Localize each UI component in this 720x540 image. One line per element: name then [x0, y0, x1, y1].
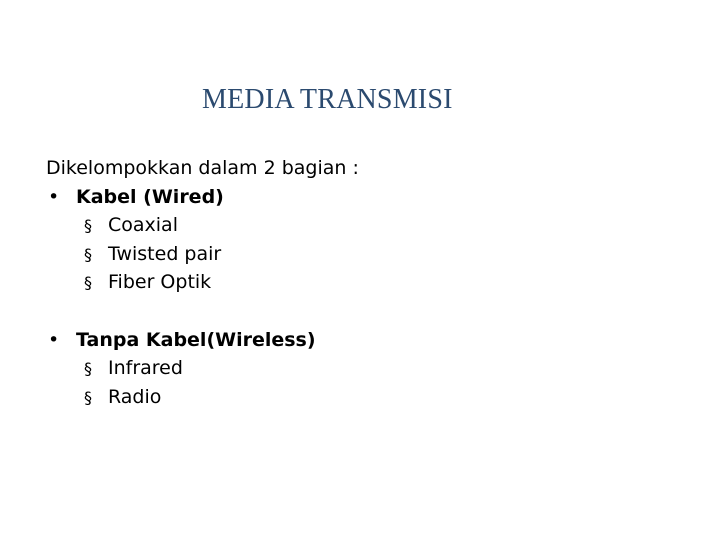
slide-body	[46, 154, 359, 411]
list-item-label: Fiber Optik	[108, 271, 212, 294]
spacer	[46, 297, 359, 326]
list-item-twisted-pair	[46, 240, 359, 269]
list-item-infrared	[46, 354, 359, 383]
square-bullet-icon: §	[84, 359, 92, 379]
list-item-label: Radio	[108, 385, 162, 408]
list-item-label: Infrared	[108, 357, 183, 380]
list-item-fiber-optik	[46, 268, 359, 297]
list-item-coaxial	[46, 211, 359, 240]
group-label-wired: Kabel (Wired)	[76, 185, 224, 208]
list-item-label: Twisted pair	[108, 242, 222, 265]
square-bullet-icon: §	[84, 273, 92, 293]
list-item-radio	[46, 383, 359, 412]
square-bullet-icon: §	[84, 244, 92, 264]
square-bullet-icon: §	[84, 216, 92, 236]
group-label-wireless: Tanpa Kabel(Wireless)	[76, 328, 316, 351]
group-wired	[46, 183, 359, 212]
square-bullet-icon: §	[84, 387, 92, 407]
bullet-icon: •	[48, 328, 60, 351]
intro-text: Dikelompokkan dalam 2 bagian :	[46, 157, 359, 179]
bullet-icon: •	[48, 185, 60, 208]
group-wireless	[46, 326, 359, 355]
slide-title: MEDIA TRANSMISI	[202, 84, 453, 115]
list-item-label: Coaxial	[108, 214, 178, 237]
